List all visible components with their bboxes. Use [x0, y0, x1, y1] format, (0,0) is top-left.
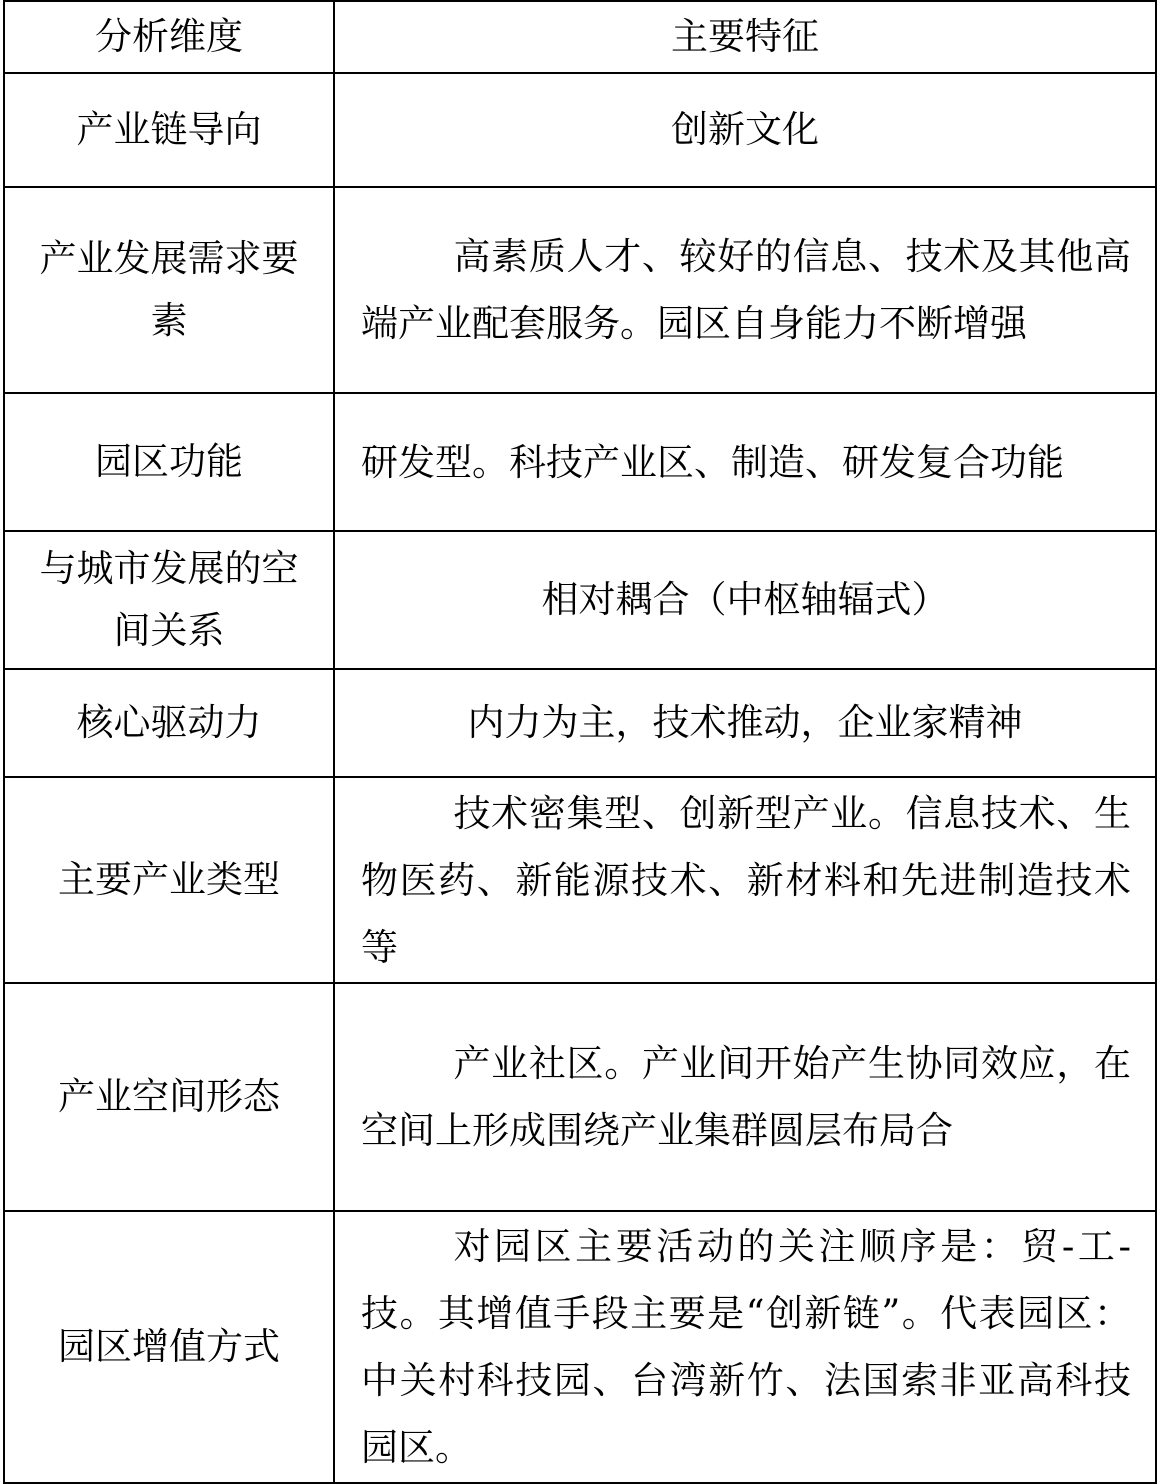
row-dimension: 核心驱动力: [4, 669, 334, 777]
table-row: [4, 669, 1156, 777]
row-dimension: 主要产业类型: [4, 777, 334, 983]
row-feature: 高素质人才、较好的信息、技术及其他高端产业配套服务。园区自身能力不断增强: [334, 187, 1156, 393]
header-feature: 主要特征: [334, 1, 1156, 73]
row-dimension-text: 与城市发展的空间关系: [39, 547, 299, 652]
row-dimension-text: 产业发展需求要素: [39, 237, 299, 342]
row-feature: 产业社区。产业间开始产生协同效应，在空间上形成围绕产业集群圆层布局合: [334, 983, 1156, 1211]
table-row: [4, 1211, 1156, 1483]
row-dimension: 园区增值方式: [4, 1211, 334, 1483]
row-dimension: 产业链导向: [4, 73, 334, 187]
table-row: [4, 393, 1156, 531]
header-dimension: 分析维度: [4, 1, 334, 73]
row-feature: 研发型。科技产业区、制造、研发复合功能: [334, 393, 1156, 531]
row-dimension: [4, 187, 334, 393]
row-feature: 内力为主，技术推动，企业家精神: [334, 669, 1156, 777]
row-feature: 对园区主要活动的关注顺序是：贸-工-技。其增值手段主要是“创新链”。代表园区：中关村科技园、台湾新竹、法国索非亚高科技园区。: [334, 1211, 1156, 1483]
table-row: [4, 777, 1156, 983]
row-dimension: 产业空间形态: [4, 983, 334, 1211]
row-dimension: [4, 531, 334, 669]
row-feature: 创新文化: [334, 73, 1156, 187]
table-header-row: [4, 1, 1156, 73]
row-dimension: 园区功能: [4, 393, 334, 531]
row-feature: 相对耦合（中枢轴辐式）: [334, 531, 1156, 669]
feature-table: [3, 0, 1157, 1484]
table-row: [4, 73, 1156, 187]
table-row: [4, 531, 1156, 669]
table-row: [4, 187, 1156, 393]
table-row: [4, 983, 1156, 1211]
row-feature: 技术密集型、创新型产业。信息技术、生物医药、新能源技术、新材料和先进制造技术等: [334, 777, 1156, 983]
